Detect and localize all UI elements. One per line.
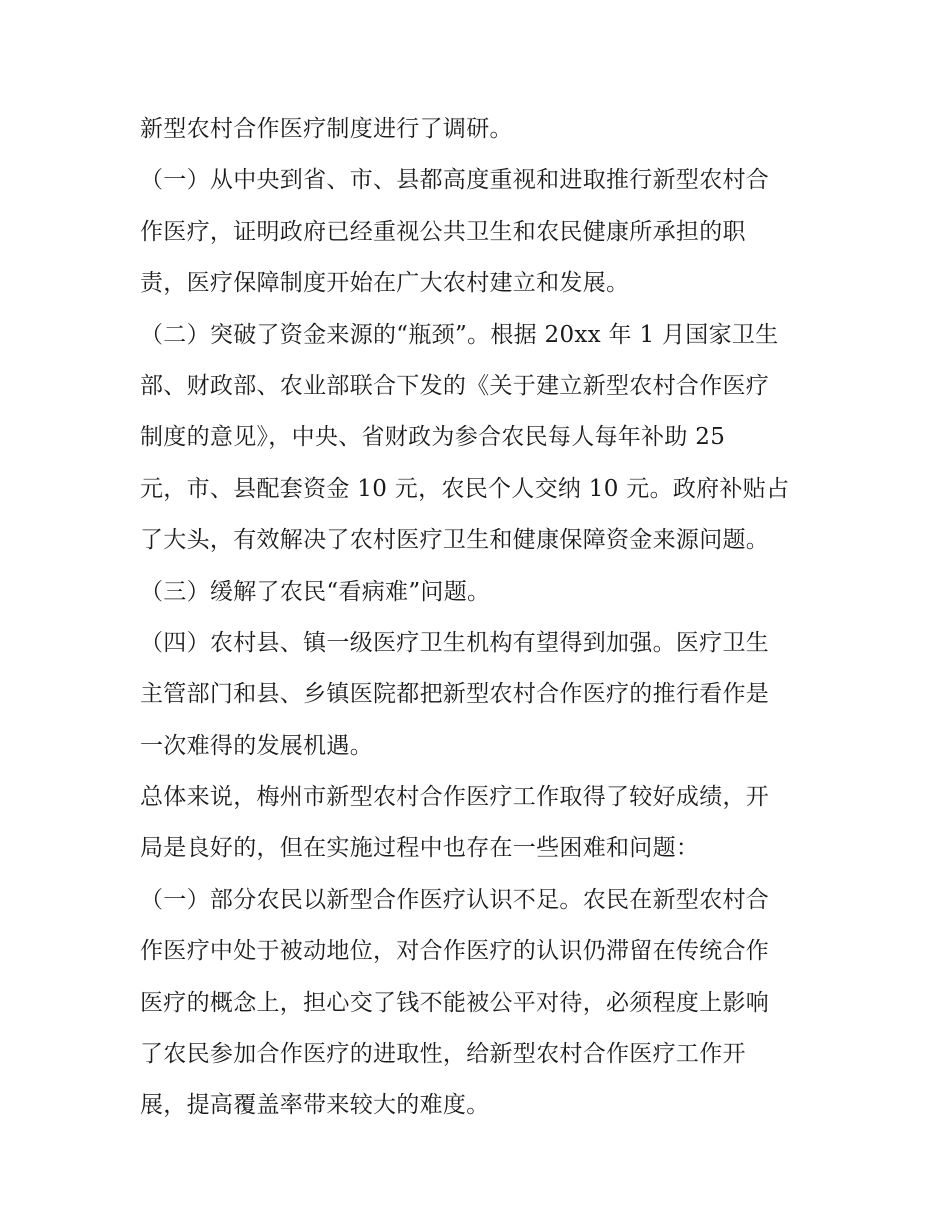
text-line: 了大头，有效解决了农村医疗卫生和健康保障资金来源问题。 — [140, 527, 770, 554]
text-line: 了农民参加合作医疗的进取性，给新型农村合作医疗工作开 — [140, 1041, 746, 1068]
document-body — [140, 104, 820, 1132]
text-line: （三）缓解了农民“看病难”问题。 — [140, 578, 491, 605]
text-line: 新型农村合作医疗制度进行了调研。 — [140, 116, 513, 142]
text-line: 制度的意见》，中央、省财政为参合农民每人每年补助 25 — [140, 424, 726, 451]
text-line: 作医疗，证明政府已经重视公共卫生和农民健康所承担的职 — [140, 218, 746, 245]
text-line: 部、财政部、农业部联合下发的《关于建立新型农村合作医疗 — [140, 372, 770, 399]
text-line: 主管部门和县、乡镇医院都把新型农村合作医疗的推行看作是 — [140, 681, 770, 708]
text-line: 一次难得的发展机遇。 — [140, 732, 373, 759]
text-line: 医疗的概念上，担心交了钱不能被公平对待，必须程度上影响 — [140, 989, 770, 1016]
text-line: 展，提高覆盖率带来较大的难度。 — [140, 1092, 490, 1119]
text-line: 元，市、县配套资金 10 元，农民个人交纳 10 元。政府补贴占 — [140, 475, 790, 502]
text-line: 局是良好的，但在实施过程中也存在一些困难和问题： — [140, 835, 700, 862]
text-line: （一）部分农民以新型合作医疗认识不足。农民在新型农村合 — [140, 886, 770, 913]
text-line: （一）从中央到省、市、县都高度重视和进取推行新型农村合 — [140, 167, 770, 194]
text-line: 责，医疗保障制度开始在广大农村建立和发展。 — [140, 270, 630, 297]
text-line: （四）农村县、镇一级医疗卫生机构有望得到加强。医疗卫生 — [140, 629, 770, 656]
text-line: 总体来说，梅州市新型农村合作医疗工作取得了较好成绩，开 — [140, 784, 770, 811]
text-line: （二）突破了资金来源的“瓶颈”。根据 20xx 年 1 月国家卫生 — [140, 321, 779, 348]
text-line: 作医疗中处于被动地位，对合作医疗的认识仍滞留在传统合作 — [140, 938, 770, 965]
